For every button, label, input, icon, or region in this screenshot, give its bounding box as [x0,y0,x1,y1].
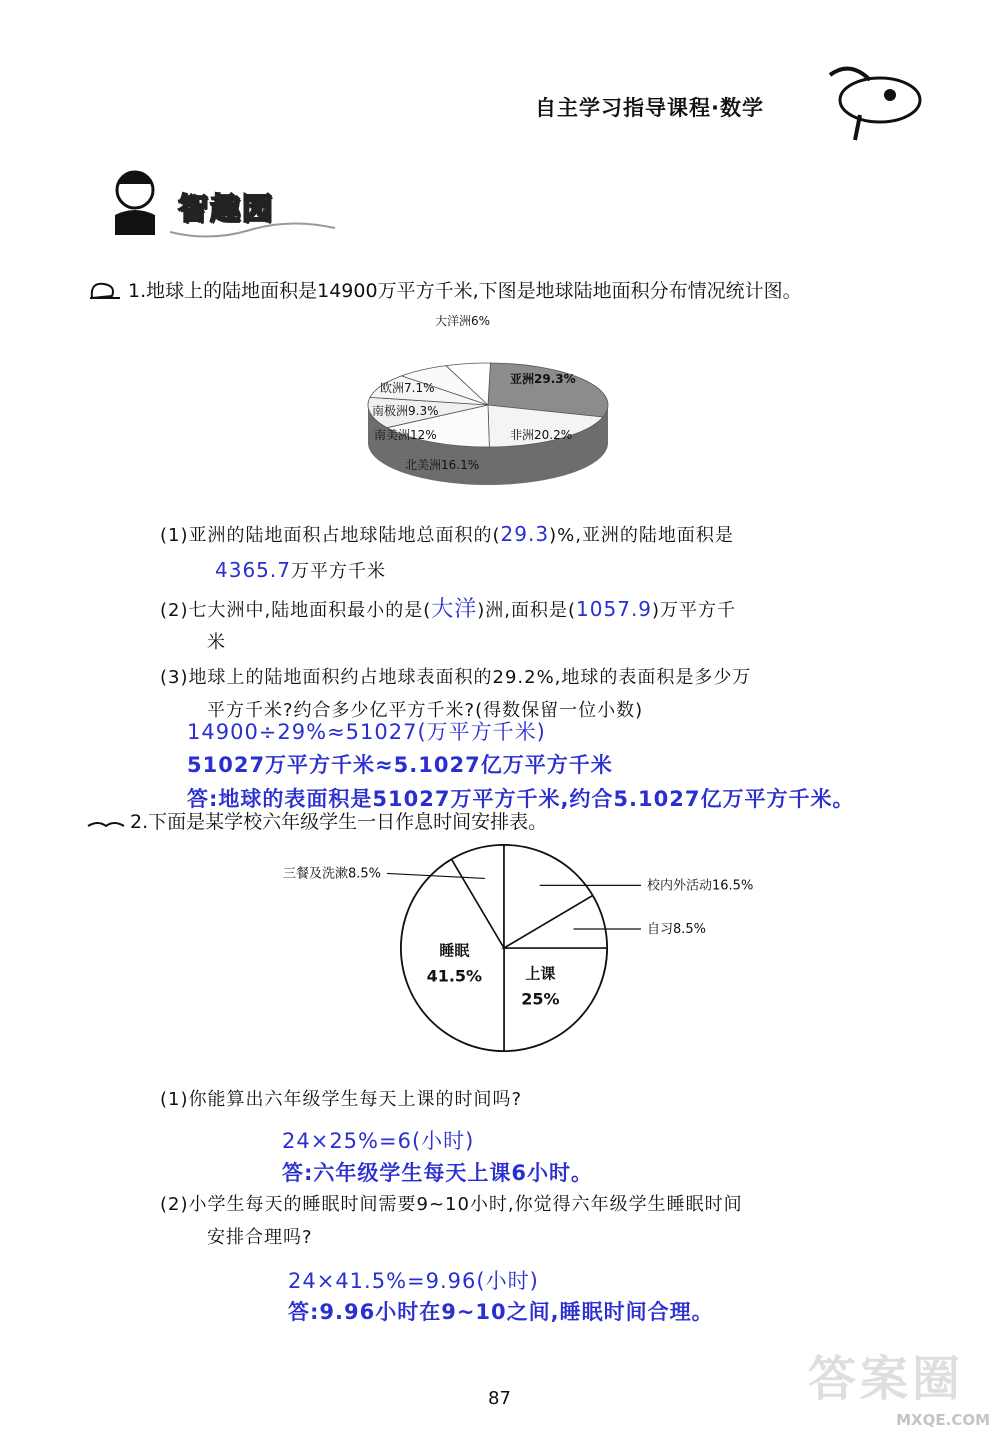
pie-label-睡眠-value: 41.5% [426,966,483,986]
q2-text: 2.下面是某学校六年级学生一日作息时间安排表。 [130,811,548,833]
q2-answer2-line1: 24×41.5%=9.96(小时) [288,1269,539,1293]
watermark-logo: 答案圈 [807,1351,964,1407]
pie-label-北美洲: 北美洲16.1% [405,458,480,472]
q1-answer-line2: 51027万平方千米≈5.1027亿万平方千米 [187,753,613,777]
q1-answer-line3: 答:地球的表面积是51027万平方千米,约合5.1027亿万平方千米。 [187,787,855,811]
q1-sub2-answer1: 大洋 [431,597,478,622]
q1-sub1: (1)亚洲的陆地面积占地球陆地总面积的(29.3)%,亚洲的陆地面积是 [160,522,734,546]
kid-mascot-icon [95,160,175,240]
q2-answer2-line2: 答:9.96小时在9~10之间,睡眠时间合理。 [288,1300,714,1324]
schedule-pie-chart [230,835,790,1095]
q1-sub1-line2: 4365.7万平方千米 [215,558,386,582]
q1-sub2-answer2: 1057.9 [576,597,653,621]
q1-sub1-answer2: 4365.7 [215,558,291,582]
section-title: 智趣园 [178,192,274,227]
pie-label-上课-name: 上课 [525,964,556,983]
q2-sub2-line1: (2)小学生每天的睡眠时间需要9~10小时,你觉得六年级学生睡眠时间 [160,1194,743,1215]
pie-label-亚洲: 亚洲29.3% [510,372,576,386]
q1-sub1-answer1: 29.3 [500,522,550,546]
continent-pie-chart [360,305,660,490]
q1-sub3-line1: (3)地球上的陆地面积约占地球表面积的29.2%,地球的表面积是多少万 [160,667,752,688]
pie-label-上课-value: 25% [521,989,560,1009]
q1-sub2-line2: 米 [207,632,226,653]
pie-label-睡眠-name: 睡眠 [439,941,470,960]
banner-swirl-icon [170,218,340,242]
q1-text: 1.地球上的陆地面积是14900万平方千米,下图是地球陆地面积分布情况统计图。 [128,280,802,302]
pie-label-南极洲: 南极洲9.3% [372,404,439,418]
q2-answer1-line2: 答:六年级学生每天上课6小时。 [282,1161,594,1185]
pie-label-南美洲: 南美洲12% [374,428,437,442]
pie-label-欧洲: 欧洲7.1% [380,381,435,395]
q1-sub3-line2: 平方千米?约合多少亿平方千米?(得数保留一位小数) [207,700,644,721]
page-number: 87 [488,1388,511,1409]
pie-label-大洋洲: 大洋洲6% [435,314,491,328]
watermark-url: MXQE.COM [896,1411,990,1429]
q1-answer-line1: 14900÷29%≈51027(万平方千米) [187,720,546,744]
pie-label-三餐及洗漱: 三餐及洗漱8.5% [282,866,381,882]
cartoon-figure-icon [820,55,930,145]
bird-icon [86,818,126,834]
q2-sub2-line2: 安排合理吗? [207,1227,313,1248]
pie-label-非洲: 非洲20.2% [510,428,573,442]
header-title: 自主学习指导课程·数学 [535,96,764,120]
q2-sub1: (1)你能算出六年级学生每天上课的时间吗? [160,1089,523,1110]
pie-label-校内外活动: 校内外活动16.5% [647,878,754,894]
snail-icon [88,278,122,302]
q2-answer1-line1: 24×25%=6(小时) [282,1129,475,1153]
pie-label-自习: 自习8.5% [647,921,707,937]
q1-sub2: (2)七大洲中,陆地面积最小的是(大洋)洲,面积是(1057.9)万平方千 [160,597,737,622]
